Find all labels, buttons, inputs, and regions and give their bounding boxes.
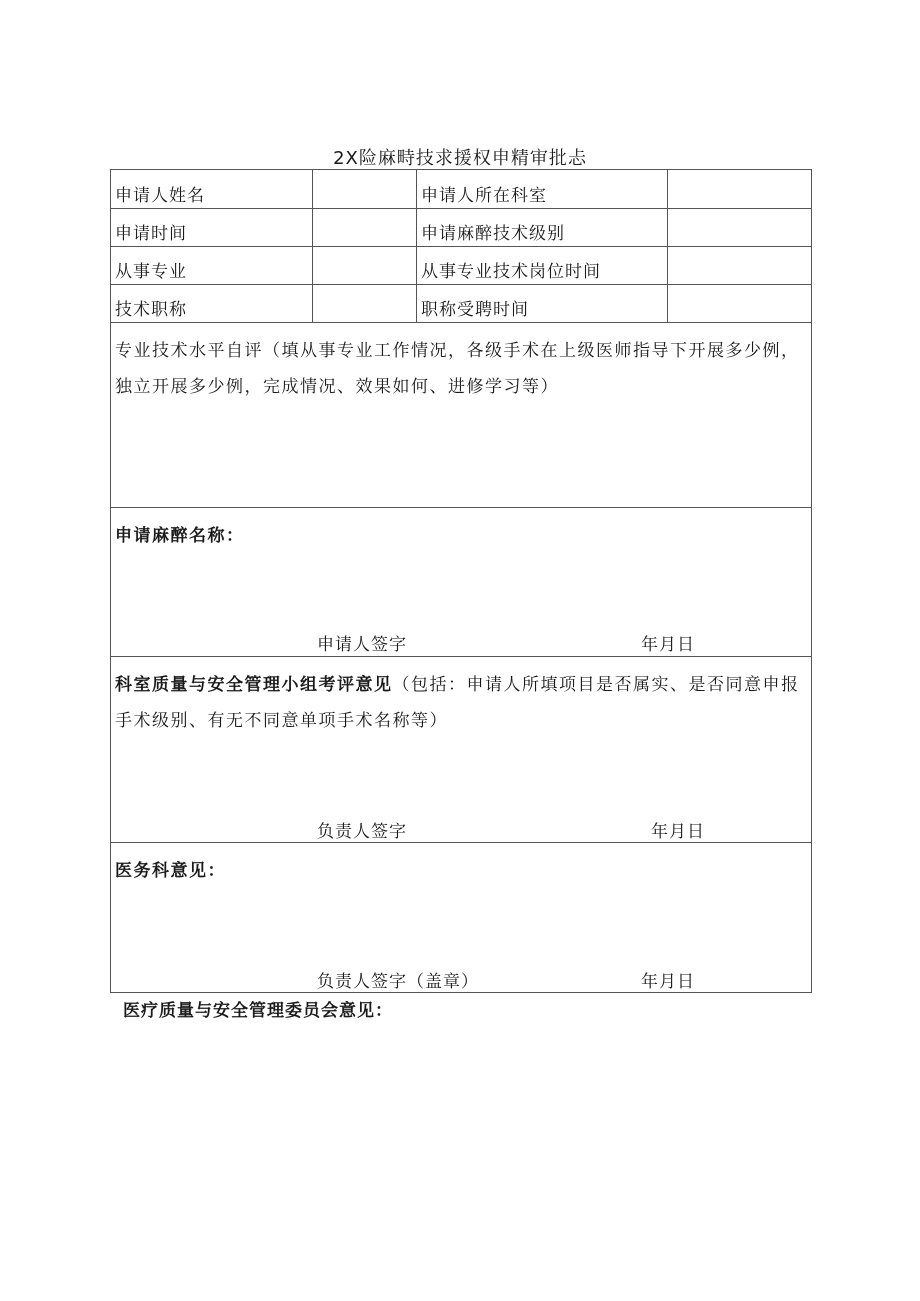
department-review-note: （包括：申请人所填项目是否属实、是否同意申报手术级别、有无不同意单项手术名称等） — [115, 675, 800, 731]
applicant-department-label: 申请人所在科室 — [421, 186, 547, 206]
application-form — [110, 169, 812, 993]
label-cell — [417, 285, 668, 322]
specialty-label: 从事专业 — [115, 262, 187, 282]
label-cell — [111, 285, 313, 322]
label-cell — [417, 170, 668, 208]
label-cell — [417, 247, 668, 284]
anesthesia-name-label: 申请麻醉名称： — [115, 526, 245, 546]
applicant-signature-label: 申请人签字 — [317, 635, 407, 655]
applicant-name-field[interactable] — [313, 170, 417, 208]
label-cell — [111, 170, 313, 208]
label-cell — [417, 209, 668, 246]
title-label: 技术职称 — [115, 300, 187, 320]
info-row — [111, 285, 811, 323]
anesthesia-level-label: 申请麻醉技术级别 — [421, 224, 565, 244]
info-row — [111, 247, 811, 285]
department-review-text — [115, 667, 801, 739]
department-review-section[interactable] — [111, 657, 811, 843]
anesthesia-name-section[interactable] — [111, 508, 811, 657]
label-cell — [111, 209, 313, 246]
label-cell — [111, 247, 313, 284]
department-review-label: 科室质量与安全管理小组考评意见 — [115, 675, 393, 695]
specialty-years-label: 从事专业技术岗位时间 — [421, 262, 601, 282]
date-label: 年月日 — [651, 822, 705, 842]
medical-affairs-section[interactable] — [111, 843, 811, 992]
specialty-years-field[interactable] — [668, 247, 811, 284]
info-row — [111, 209, 811, 247]
specialty-field[interactable] — [313, 247, 417, 284]
date-label: 年月日 — [641, 972, 695, 992]
date-label: 年月日 — [641, 635, 695, 655]
title-appointment-label: 职称受聘时间 — [421, 300, 529, 320]
medical-affairs-label: 医务科意见： — [115, 861, 226, 881]
responsible-signature-label: 负责人签字 — [317, 822, 407, 842]
self-evaluation-text: 专业技术水平自评（填从事专业工作情况，各级手术在上级医师指导下开展多少例，独立开展多少例，完成情况、效果如何、进修学习等） — [115, 341, 800, 397]
responsible-signature-seal-label: 负责人签字（盖章） — [317, 972, 479, 992]
form-title: 2X险麻畤技求援权申精审批忐 — [333, 148, 587, 169]
applicant-department-field[interactable] — [668, 170, 811, 208]
committee-opinion-label: 医疗质量与安全管理委员会意见： — [123, 1001, 393, 1021]
anesthesia-level-field[interactable] — [668, 209, 811, 246]
applicant-name-label: 申请人姓名 — [115, 186, 205, 206]
self-evaluation-section[interactable] — [111, 323, 811, 508]
info-row — [111, 170, 811, 209]
title-field[interactable] — [313, 285, 417, 322]
application-time-label: 申请时间 — [115, 224, 187, 244]
title-appointment-field[interactable] — [668, 285, 811, 322]
application-time-field[interactable] — [313, 209, 417, 246]
